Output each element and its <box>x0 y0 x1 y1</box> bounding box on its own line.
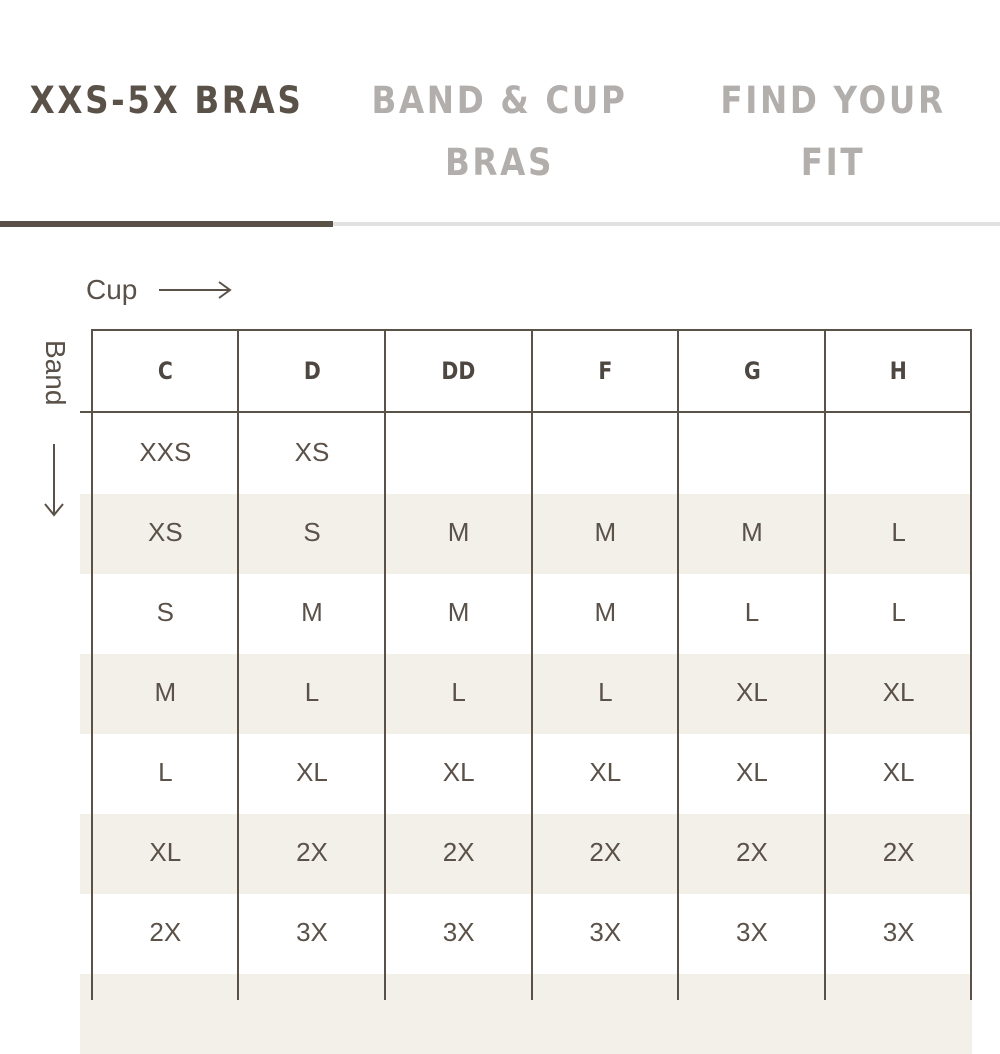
table-cell: M <box>301 596 323 627</box>
tab-band-and-cup-bras[interactable]: BAND & CUP BRAS <box>371 79 628 184</box>
column-header: H <box>890 357 908 385</box>
column-header: G <box>743 357 761 385</box>
table-cell: XL <box>736 756 768 787</box>
table-border <box>384 330 386 1000</box>
table-cell <box>532 412 679 492</box>
cup-axis <box>86 272 233 308</box>
table-border <box>91 330 93 1000</box>
table-cell: L <box>451 676 466 707</box>
column-header: C <box>157 357 173 385</box>
table-cell <box>385 412 532 492</box>
table-border <box>677 330 679 1000</box>
table-cell: M <box>741 516 763 547</box>
arrow-right-icon <box>159 280 233 300</box>
table-cell: XL <box>149 836 182 867</box>
table-cell: XL <box>589 756 622 787</box>
cup-axis-label: Cup <box>86 274 138 305</box>
table-cell: L <box>891 596 906 627</box>
table-cell: M <box>594 596 617 627</box>
table-cell: S <box>303 516 321 547</box>
table-cell: L <box>744 596 760 627</box>
table-cell: L <box>304 676 320 707</box>
table-cell: 3X <box>736 916 768 947</box>
table-cell: 2X <box>296 836 328 867</box>
table-cell <box>825 972 972 1052</box>
table-cell <box>92 972 239 1052</box>
column-header: DD <box>441 357 476 385</box>
table-cell: S <box>156 596 174 627</box>
band-axis-label: Band <box>40 340 71 406</box>
table-cell <box>239 972 386 1052</box>
table-border <box>824 330 826 1000</box>
table-cell: M <box>447 516 470 547</box>
table-border <box>970 330 972 1000</box>
tab-find-your-fit[interactable]: FIND YOUR FIT <box>720 79 946 184</box>
table-cell: XL <box>882 756 915 787</box>
table-cell <box>679 412 826 492</box>
active-tab-indicator <box>0 221 333 227</box>
table-cell: XL <box>882 676 915 707</box>
table-cell: M <box>594 516 617 547</box>
table-cell: XL <box>296 756 328 787</box>
table-cell: L <box>158 756 173 787</box>
table-cell: 2X <box>736 836 768 867</box>
table-cell <box>679 972 826 1052</box>
table-cell: 2X <box>589 836 622 867</box>
band-axis <box>30 340 80 520</box>
table-cell: 3X <box>442 916 475 947</box>
table-cell <box>385 972 532 1052</box>
table-cell: 3X <box>589 916 622 947</box>
table-cell: 3X <box>296 916 328 947</box>
table-cell: M <box>447 596 470 627</box>
table-header-divider <box>80 411 972 413</box>
table-border <box>237 330 239 1000</box>
column-header: F <box>598 357 613 385</box>
arrow-down-icon <box>42 444 66 518</box>
table-cell: XL <box>736 676 768 707</box>
table-cell <box>532 972 679 1052</box>
table-cell: 2X <box>882 836 915 867</box>
column-header: D <box>303 357 321 385</box>
table-cell: XS <box>294 436 330 467</box>
table-cell: L <box>891 516 906 547</box>
table-cell: XL <box>442 756 475 787</box>
table-cell: 2X <box>149 916 182 947</box>
table-cell: L <box>598 676 613 707</box>
table-cell: M <box>154 676 177 707</box>
table-cell: XXS <box>139 436 192 467</box>
tab-xxs-5x-bras[interactable]: XXS-5X BRAS <box>29 79 304 122</box>
table-cell: XS <box>147 516 183 547</box>
tab-bar <box>0 0 1000 228</box>
table-cell: 3X <box>882 916 915 947</box>
table-cell <box>825 412 972 492</box>
table-border <box>531 330 533 1000</box>
table-border <box>91 329 972 331</box>
table-cell: 2X <box>442 836 475 867</box>
